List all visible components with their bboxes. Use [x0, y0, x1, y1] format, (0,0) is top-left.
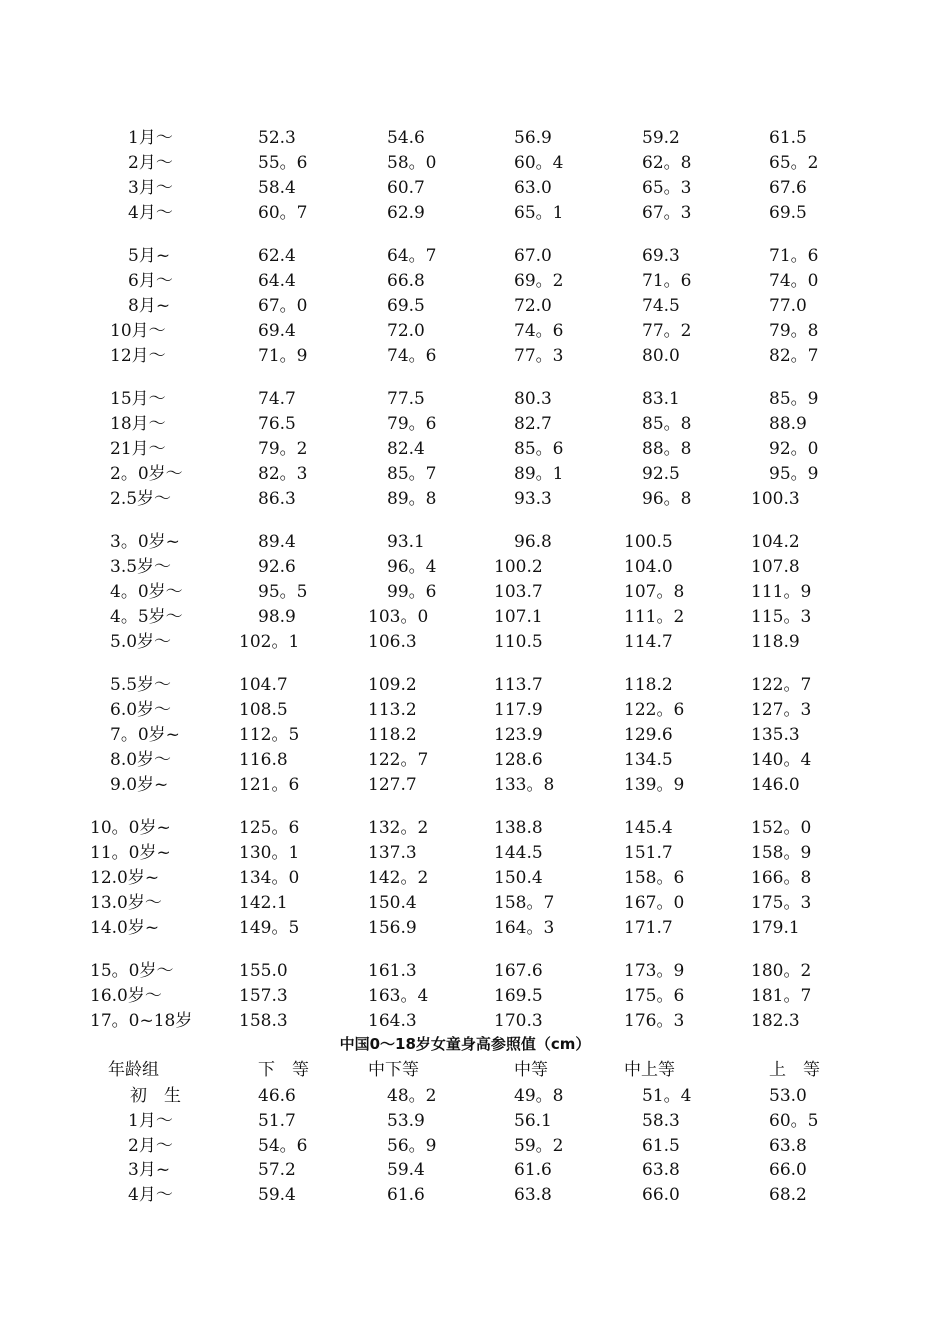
upper-grade-cell: 82。7 — [769, 346, 819, 366]
middle-grade-cell: 72.0 — [514, 296, 552, 316]
middle-grade-cell: 138.8 — [494, 818, 543, 838]
lower-middle-grade-cell: 48。2 — [387, 1086, 437, 1106]
lower-grade-cell: 74.7 — [258, 389, 296, 409]
age-group-cell: 17。0~18岁 — [90, 1011, 193, 1031]
upper-grade-cell: 127。3 — [751, 700, 812, 720]
upper-grade-cell: 68.2 — [769, 1185, 807, 1205]
middle-grade-cell: 63.0 — [514, 178, 552, 198]
upper-middle-grade-cell: 129.6 — [624, 725, 673, 745]
age-group-cell: 4。0岁～ — [110, 582, 183, 602]
upper-middle-grade-cell: 151.7 — [624, 843, 673, 863]
lower-middle-grade-cell: 62.9 — [387, 203, 425, 223]
middle-grade-cell: 133。8 — [494, 775, 555, 795]
lower-grade-cell: 158.3 — [239, 1011, 288, 1031]
upper-middle-grade-cell: 171.7 — [624, 918, 673, 938]
middle-grade-cell: 164。3 — [494, 918, 555, 938]
lower-middle-grade-cell: 109.2 — [368, 675, 417, 695]
header-age-group: 年龄组 — [108, 1060, 159, 1080]
lower-middle-grade-cell: 142。2 — [368, 868, 429, 888]
upper-grade-cell: 179.1 — [751, 918, 800, 938]
age-group-cell: 12.0岁~ — [90, 868, 160, 888]
upper-grade-cell: 140。4 — [751, 750, 812, 770]
lower-grade-cell: 59.4 — [258, 1185, 296, 1205]
middle-grade-cell: 82.7 — [514, 414, 552, 434]
lower-middle-grade-cell: 72.0 — [387, 321, 425, 341]
upper-middle-grade-cell: 74.5 — [642, 296, 680, 316]
middle-grade-cell: 85。6 — [514, 439, 564, 459]
upper-grade-cell: 95。9 — [769, 464, 819, 484]
lower-middle-grade-cell: 127.7 — [368, 775, 417, 795]
age-group-cell: 15。0岁～ — [90, 961, 174, 981]
middle-grade-cell: 56.9 — [514, 128, 552, 148]
age-group-cell: 18月～ — [110, 414, 166, 434]
header-lower-grade: 下 等 — [258, 1060, 309, 1080]
lower-grade-cell: 89.4 — [258, 532, 296, 552]
lower-grade-cell: 95。5 — [258, 582, 308, 602]
age-group-cell: 16.0岁～ — [90, 986, 162, 1006]
upper-middle-grade-cell: 175。6 — [624, 986, 685, 1006]
upper-grade-cell: 181。7 — [751, 986, 812, 1006]
upper-middle-grade-cell: 139。9 — [624, 775, 685, 795]
lower-middle-grade-cell: 137.3 — [368, 843, 417, 863]
lower-middle-grade-cell: 66.8 — [387, 271, 425, 291]
upper-grade-cell: 92。0 — [769, 439, 819, 459]
middle-grade-cell: 96.8 — [514, 532, 552, 552]
upper-grade-cell: 111。9 — [751, 582, 812, 602]
lower-grade-cell: 71。9 — [258, 346, 308, 366]
upper-middle-grade-cell: 145.4 — [624, 818, 673, 838]
upper-middle-grade-cell: 88。8 — [642, 439, 692, 459]
upper-middle-grade-cell: 85。8 — [642, 414, 692, 434]
upper-grade-cell: 166。8 — [751, 868, 812, 888]
lower-grade-cell: 76.5 — [258, 414, 296, 434]
upper-middle-grade-cell: 176。3 — [624, 1011, 685, 1031]
age-group-cell: 21月～ — [110, 439, 166, 459]
age-group-cell: 初 生 — [130, 1086, 181, 1106]
middle-grade-cell: 69。2 — [514, 271, 564, 291]
upper-grade-cell: 61.5 — [769, 128, 807, 148]
lower-middle-grade-cell: 82.4 — [387, 439, 425, 459]
lower-middle-grade-cell: 156.9 — [368, 918, 417, 938]
age-group-cell: 4月～ — [128, 203, 173, 223]
middle-grade-cell: 113.7 — [494, 675, 543, 695]
upper-grade-cell: 158。9 — [751, 843, 812, 863]
upper-middle-grade-cell: 58.3 — [642, 1111, 680, 1131]
middle-grade-cell: 117.9 — [494, 700, 543, 720]
upper-middle-grade-cell: 134.5 — [624, 750, 673, 770]
upper-grade-cell: 67.6 — [769, 178, 807, 198]
upper-middle-grade-cell: 71。6 — [642, 271, 692, 291]
middle-grade-cell: 144.5 — [494, 843, 543, 863]
middle-grade-cell: 128.6 — [494, 750, 543, 770]
upper-grade-cell: 79。8 — [769, 321, 819, 341]
age-group-cell: 1月～ — [128, 128, 173, 148]
upper-grade-cell: 65。2 — [769, 153, 819, 173]
lower-grade-cell: 54。6 — [258, 1136, 308, 1156]
upper-middle-grade-cell: 65。3 — [642, 178, 692, 198]
upper-middle-grade-cell: 114.7 — [624, 632, 673, 652]
upper-grade-cell: 122。7 — [751, 675, 812, 695]
lower-middle-grade-cell: 132。2 — [368, 818, 429, 838]
header-lower-middle-grade: 中下等 — [368, 1060, 419, 1080]
lower-middle-grade-cell: 69.5 — [387, 296, 425, 316]
lower-middle-grade-cell: 54.6 — [387, 128, 425, 148]
lower-grade-cell: 46.6 — [258, 1086, 296, 1106]
upper-middle-grade-cell: 59.2 — [642, 128, 680, 148]
upper-middle-grade-cell: 62。8 — [642, 153, 692, 173]
lower-middle-grade-cell: 74。6 — [387, 346, 437, 366]
upper-middle-grade-cell: 158。6 — [624, 868, 685, 888]
age-group-cell: 2月～ — [128, 153, 173, 173]
age-group-cell: 2月～ — [128, 1136, 173, 1156]
age-group-cell: 12月～ — [110, 346, 166, 366]
upper-grade-cell: 71。6 — [769, 246, 819, 266]
age-group-cell: 14.0岁~ — [90, 918, 160, 938]
lower-grade-cell: 157.3 — [239, 986, 288, 1006]
middle-grade-cell: 123.9 — [494, 725, 543, 745]
lower-middle-grade-cell: 164.3 — [368, 1011, 417, 1031]
upper-middle-grade-cell: 118.2 — [624, 675, 673, 695]
middle-grade-cell: 80.3 — [514, 389, 552, 409]
lower-grade-cell: 82。3 — [258, 464, 308, 484]
lower-grade-cell: 149。5 — [239, 918, 300, 938]
age-group-cell: 8.0岁～ — [110, 750, 172, 770]
lower-middle-grade-cell: 122。7 — [368, 750, 429, 770]
upper-grade-cell: 85。9 — [769, 389, 819, 409]
lower-middle-grade-cell: 58。0 — [387, 153, 437, 173]
upper-middle-grade-cell: 104.0 — [624, 557, 673, 577]
table-title: 中国0～18岁女童身高参照值（cm） — [339, 1035, 591, 1053]
lower-middle-grade-cell: 61.6 — [387, 1185, 425, 1205]
lower-grade-cell: 116.8 — [239, 750, 288, 770]
age-group-cell: 3月~ — [128, 1160, 171, 1180]
lower-middle-grade-cell: 59.4 — [387, 1160, 425, 1180]
upper-grade-cell: 88.9 — [769, 414, 807, 434]
header-upper-middle-grade: 中上等 — [624, 1060, 675, 1080]
lower-middle-grade-cell: 118.2 — [368, 725, 417, 745]
lower-middle-grade-cell: 99。6 — [387, 582, 437, 602]
lower-middle-grade-cell: 85。7 — [387, 464, 437, 484]
middle-grade-cell: 56.1 — [514, 1111, 552, 1131]
middle-grade-cell: 170.3 — [494, 1011, 543, 1031]
age-group-cell: 1月～ — [128, 1111, 173, 1131]
lower-grade-cell: 51.7 — [258, 1111, 296, 1131]
lower-middle-grade-cell: 106.3 — [368, 632, 417, 652]
upper-grade-cell: 146.0 — [751, 775, 800, 795]
middle-grade-cell: 107.1 — [494, 607, 543, 627]
upper-grade-cell: 74。0 — [769, 271, 819, 291]
upper-grade-cell: 104.2 — [751, 532, 800, 552]
middle-grade-cell: 74。6 — [514, 321, 564, 341]
age-group-cell: 5.5岁～ — [110, 675, 172, 695]
upper-grade-cell: 66.0 — [769, 1160, 807, 1180]
lower-middle-grade-cell: 150.4 — [368, 893, 417, 913]
lower-grade-cell: 62.4 — [258, 246, 296, 266]
upper-middle-grade-cell: 80.0 — [642, 346, 680, 366]
upper-middle-grade-cell: 77。2 — [642, 321, 692, 341]
age-group-cell: 10月～ — [110, 321, 166, 341]
lower-grade-cell: 108.5 — [239, 700, 288, 720]
lower-middle-grade-cell: 77.5 — [387, 389, 425, 409]
upper-grade-cell: 115。3 — [751, 607, 812, 627]
middle-grade-cell: 77。3 — [514, 346, 564, 366]
lower-middle-grade-cell: 60.7 — [387, 178, 425, 198]
upper-middle-grade-cell: 61.5 — [642, 1136, 680, 1156]
upper-middle-grade-cell: 107。8 — [624, 582, 685, 602]
lower-middle-grade-cell: 79。6 — [387, 414, 437, 434]
middle-grade-cell: 61.6 — [514, 1160, 552, 1180]
lower-grade-cell: 125。6 — [239, 818, 300, 838]
upper-grade-cell: 107.8 — [751, 557, 800, 577]
lower-grade-cell: 134。0 — [239, 868, 300, 888]
age-group-cell: 9.0岁~ — [110, 775, 169, 795]
upper-middle-grade-cell: 111。2 — [624, 607, 685, 627]
middle-grade-cell: 150.4 — [494, 868, 543, 888]
lower-middle-grade-cell: 113.2 — [368, 700, 417, 720]
middle-grade-cell: 103.7 — [494, 582, 543, 602]
lower-grade-cell: 102。1 — [239, 632, 300, 652]
age-group-cell: 11。0岁~ — [90, 843, 171, 863]
upper-middle-grade-cell: 51。4 — [642, 1086, 692, 1106]
age-group-cell: 4。5岁～ — [110, 607, 183, 627]
lower-grade-cell: 69.4 — [258, 321, 296, 341]
age-group-cell: 3。0岁~ — [110, 532, 180, 552]
middle-grade-cell: 93.3 — [514, 489, 552, 509]
age-group-cell: 3月～ — [128, 178, 173, 198]
upper-grade-cell: 77.0 — [769, 296, 807, 316]
upper-middle-grade-cell: 167。0 — [624, 893, 685, 913]
lower-grade-cell: 155.0 — [239, 961, 288, 981]
upper-grade-cell: 69.5 — [769, 203, 807, 223]
middle-grade-cell: 67.0 — [514, 246, 552, 266]
age-group-cell: 6.0岁～ — [110, 700, 172, 720]
upper-grade-cell: 53.0 — [769, 1086, 807, 1106]
age-group-cell: 6月～ — [128, 271, 173, 291]
lower-middle-grade-cell: 64。7 — [387, 246, 437, 266]
upper-grade-cell: 63.8 — [769, 1136, 807, 1156]
lower-grade-cell: 130。1 — [239, 843, 300, 863]
upper-grade-cell: 100.3 — [751, 489, 800, 509]
age-group-cell: 5月~ — [128, 246, 171, 266]
age-group-cell: 2.5岁～ — [110, 489, 172, 509]
middle-grade-cell: 49。8 — [514, 1086, 564, 1106]
lower-middle-grade-cell: 103。0 — [368, 607, 429, 627]
upper-middle-grade-cell: 67。3 — [642, 203, 692, 223]
upper-middle-grade-cell: 173。9 — [624, 961, 685, 981]
middle-grade-cell: 65。1 — [514, 203, 564, 223]
header-middle-grade: 中等 — [514, 1060, 548, 1080]
middle-grade-cell: 63.8 — [514, 1185, 552, 1205]
lower-grade-cell: 57.2 — [258, 1160, 296, 1180]
lower-grade-cell: 79。2 — [258, 439, 308, 459]
header-upper-grade: 上 等 — [769, 1060, 820, 1080]
lower-middle-grade-cell: 56。9 — [387, 1136, 437, 1156]
age-group-cell: 8月~ — [128, 296, 171, 316]
lower-grade-cell: 58.4 — [258, 178, 296, 198]
lower-grade-cell: 67。0 — [258, 296, 308, 316]
upper-middle-grade-cell: 100.5 — [624, 532, 673, 552]
upper-middle-grade-cell: 69.3 — [642, 246, 680, 266]
age-group-cell: 7。0岁~ — [110, 725, 180, 745]
lower-middle-grade-cell: 89。8 — [387, 489, 437, 509]
middle-grade-cell: 169.5 — [494, 986, 543, 1006]
upper-grade-cell: 60。5 — [769, 1111, 819, 1131]
upper-grade-cell: 135.3 — [751, 725, 800, 745]
middle-grade-cell: 158。7 — [494, 893, 555, 913]
upper-middle-grade-cell: 92.5 — [642, 464, 680, 484]
age-group-cell: 5.0岁～ — [110, 632, 172, 652]
lower-grade-cell: 112。5 — [239, 725, 300, 745]
lower-grade-cell: 52.3 — [258, 128, 296, 148]
upper-middle-grade-cell: 122。6 — [624, 700, 685, 720]
age-group-cell: 15月～ — [110, 389, 166, 409]
upper-grade-cell: 182.3 — [751, 1011, 800, 1031]
lower-middle-grade-cell: 163。4 — [368, 986, 429, 1006]
lower-grade-cell: 86.3 — [258, 489, 296, 509]
middle-grade-cell: 59。2 — [514, 1136, 564, 1156]
upper-grade-cell: 118.9 — [751, 632, 800, 652]
upper-grade-cell: 180。2 — [751, 961, 812, 981]
upper-middle-grade-cell: 83.1 — [642, 389, 680, 409]
upper-middle-grade-cell: 63.8 — [642, 1160, 680, 1180]
lower-middle-grade-cell: 93.1 — [387, 532, 425, 552]
age-group-cell: 13.0岁～ — [90, 893, 162, 913]
age-group-cell: 3.5岁～ — [110, 557, 172, 577]
upper-grade-cell: 152。0 — [751, 818, 812, 838]
middle-grade-cell: 167.6 — [494, 961, 543, 981]
middle-grade-cell: 60。4 — [514, 153, 564, 173]
lower-middle-grade-cell: 96。4 — [387, 557, 437, 577]
upper-middle-grade-cell: 66.0 — [642, 1185, 680, 1205]
lower-grade-cell: 104.7 — [239, 675, 288, 695]
age-group-cell: 10。0岁~ — [90, 818, 171, 838]
middle-grade-cell: 89。1 — [514, 464, 564, 484]
lower-grade-cell: 142.1 — [239, 893, 288, 913]
lower-grade-cell: 98.9 — [258, 607, 296, 627]
lower-grade-cell: 60。7 — [258, 203, 308, 223]
lower-middle-grade-cell: 161.3 — [368, 961, 417, 981]
upper-middle-grade-cell: 96。8 — [642, 489, 692, 509]
lower-grade-cell: 55。6 — [258, 153, 308, 173]
lower-grade-cell: 121。6 — [239, 775, 300, 795]
middle-grade-cell: 100.2 — [494, 557, 543, 577]
lower-grade-cell: 92.6 — [258, 557, 296, 577]
middle-grade-cell: 110.5 — [494, 632, 543, 652]
age-group-cell: 2。0岁～ — [110, 464, 183, 484]
lower-grade-cell: 64.4 — [258, 271, 296, 291]
lower-middle-grade-cell: 53.9 — [387, 1111, 425, 1131]
age-group-cell: 4月～ — [128, 1185, 173, 1205]
upper-grade-cell: 175。3 — [751, 893, 812, 913]
